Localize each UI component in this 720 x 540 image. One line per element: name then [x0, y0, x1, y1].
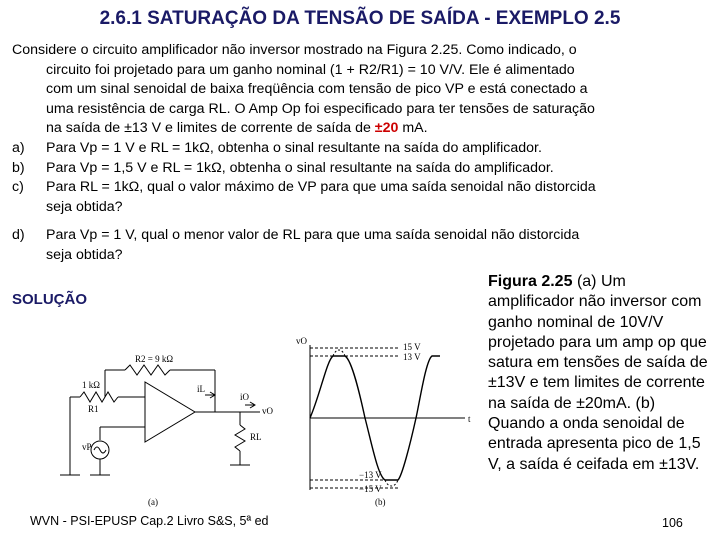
r2-resistor	[125, 365, 170, 375]
question-c	[12, 178, 702, 217]
plot-vo-label: vO	[296, 336, 307, 346]
r2-label: R2 = 9 kΩ	[135, 354, 174, 364]
level-neg15v: −15 V	[359, 484, 382, 494]
rl-resistor	[235, 425, 245, 451]
figure-2-25	[0, 300, 480, 515]
plot-t-label: t	[468, 414, 471, 424]
r1-value: 1 kΩ	[82, 380, 100, 390]
question-d	[12, 226, 702, 265]
question-text: seja obtida?	[46, 198, 123, 215]
vo-label: vO	[262, 406, 273, 416]
figure-caption	[488, 272, 713, 475]
op-amp	[145, 382, 195, 442]
question-b	[12, 159, 702, 179]
question-text: Para RL = 1kΩ, qual o valor máximo de VP para que uma saída senoidal não distorcida	[46, 179, 596, 195]
intro-line: circuito foi projetado para um ganho nominal (1 + R2/R1) = 10 V/V. Ele é alimentado	[46, 61, 575, 78]
level-15v: 15 V	[403, 342, 421, 352]
question-text: Para Vp = 1 V, qual o menor valor de RL para que uma saída senoidal não distorcida	[46, 227, 580, 243]
r1-label: R1	[88, 404, 99, 414]
io-label: iO	[240, 392, 249, 402]
caption-text: (a) Um amplificador não inversor com ganho nominal de 10V/V projetado para um amp op que satura em tensões de saída de ±13V e tem limites de corrente na saída de ±20mA. (b) Quando a onda senoidal de entrada apresenta pico de 1,5 V, a saída é ceifada em ±13V.	[488, 273, 708, 473]
problem-statement	[12, 41, 702, 139]
r1-resistor	[80, 392, 118, 402]
waveform-labels	[296, 336, 471, 494]
intro-line: na saída de ±13 V e limites de corrente de saída de ±20 mA.	[46, 120, 428, 136]
waveform-plot	[310, 345, 465, 490]
question-text: Para Vp = 1,5 V e RL = 1kΩ, obtenha o sinal resultante na saída do amplificador.	[46, 160, 554, 176]
slide-title: 2.6.1 SATURAÇÃO DA TENSÃO DE SAÍDA - EXEMPLO 2.5	[99, 8, 621, 29]
figure-label-a: (a)	[148, 497, 158, 507]
footer-credit: WVN - PSI-EPUSP Cap.2 Livro S&S, 5ª ed	[30, 514, 269, 528]
intro-line: Considere o circuito amplificador não inversor mostrado na Figura 2.25. Como indicado, o	[12, 42, 577, 58]
question-a	[12, 139, 702, 159]
figure-label-b: (b)	[375, 497, 386, 507]
question-label: c)	[12, 179, 24, 195]
vp-label: vP	[82, 442, 92, 452]
level-13v: 13 V	[403, 352, 421, 362]
intro-line: uma resistência de carga RL. O Amp Op foi especificado para ter tensões de saturação	[46, 100, 595, 117]
il-label: iL	[197, 384, 205, 394]
rl-label: RL	[250, 432, 262, 442]
question-label: b)	[12, 160, 25, 176]
level-neg13v: −13 V	[359, 470, 382, 480]
question-label: a)	[12, 140, 25, 156]
question-text: Para Vp = 1 V e RL = 1kΩ, obtenha o sinal resultante na saída do amplificador.	[46, 140, 542, 156]
question-text: seja obtida?	[46, 246, 123, 263]
question-label: d)	[12, 227, 25, 243]
intro-line: com um sinal senoidal de baixa freqüência com tensão de pico VP e está conectado a	[46, 81, 588, 97]
caption-title: Figura 2.25	[488, 273, 573, 290]
page-number: 106	[662, 516, 683, 530]
solution-heading: SOLUÇÃO	[12, 291, 87, 308]
circuit-labels	[82, 354, 386, 507]
